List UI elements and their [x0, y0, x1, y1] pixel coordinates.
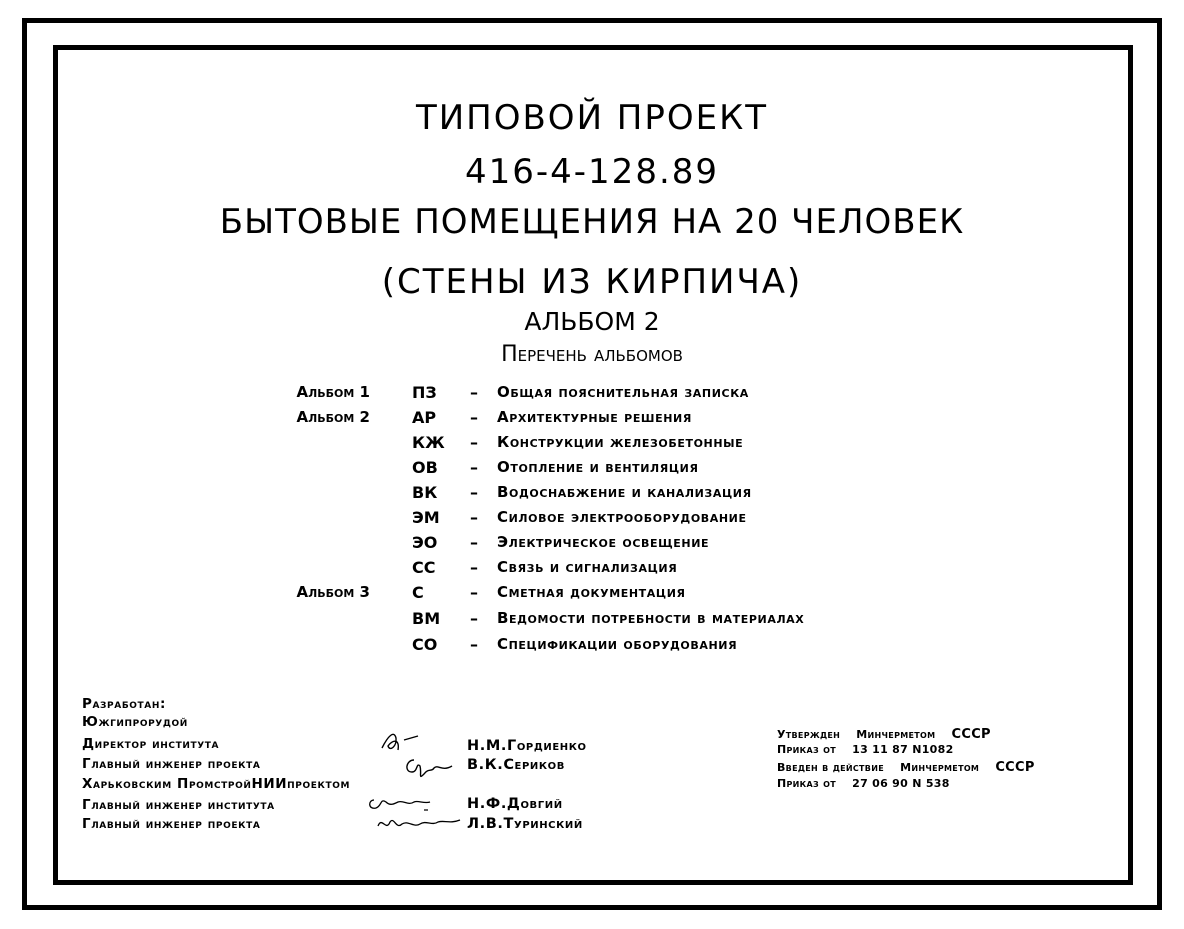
- list-item: [0, 433, 1184, 458]
- dash: –: [470, 458, 478, 477]
- list-item: [0, 383, 1184, 408]
- chief-engineer-project-name: В.К.Сериков: [467, 757, 565, 773]
- list-item: [0, 533, 1184, 558]
- signature-director: [378, 728, 438, 756]
- developed-by-label: Разработан:: [82, 696, 166, 712]
- list-item: [0, 583, 1184, 608]
- section-description: Силовое электрооборудование: [497, 508, 747, 526]
- dash: –: [470, 483, 478, 502]
- list-item: [0, 408, 1184, 433]
- chief-engineer-project-role: Главный инженер проекта: [82, 756, 261, 772]
- ussr-label-2: СССР: [995, 760, 1035, 775]
- list-item: [0, 558, 1184, 583]
- section-description: Спецификации оборудования: [497, 635, 738, 653]
- order-2-value: 27 06 90 N 538: [852, 777, 950, 790]
- dash: –: [470, 408, 478, 427]
- section-description: Ведомости потребности в материалах: [497, 609, 805, 627]
- list-item: [0, 458, 1184, 483]
- section-description: Архитектурные решения: [497, 408, 692, 426]
- director-name: Н.М.Гордиенко: [467, 738, 587, 754]
- section-description: Сметная документация: [497, 583, 686, 601]
- order-2-label: Приказ от: [777, 777, 836, 790]
- project-number: 416-4-128.89: [464, 152, 720, 192]
- section-description: Конструкции железобетонные: [497, 433, 744, 451]
- chief-engineer-institute-name: Н.Ф.Довгий: [467, 796, 563, 812]
- enacted-line: [777, 760, 1035, 776]
- section-description: Общая пояснительная записка: [497, 383, 749, 401]
- project-name: БЫТОВЫЕ ПОМЕЩЕНИЯ НА 20 ЧЕЛОВЕК: [219, 202, 965, 242]
- album-label: Альбом 1: [296, 383, 370, 401]
- dash: –: [470, 508, 478, 527]
- enacted-by: Минчерметом: [900, 761, 980, 774]
- album-number: АЛЬБОМ 2: [524, 307, 660, 336]
- section-description: Электрическое освещение: [497, 533, 710, 551]
- dash: –: [470, 609, 478, 628]
- signature-chief-engineer-project-2: [374, 812, 464, 836]
- order-1-line: [777, 743, 954, 759]
- section-description: Отопление и вентиляция: [497, 458, 699, 476]
- section-code: С: [412, 583, 424, 602]
- approved-label: Утвержден: [777, 728, 841, 741]
- approval-line: [777, 727, 991, 743]
- dash: –: [470, 533, 478, 552]
- ussr-label: СССР: [951, 727, 991, 742]
- project-subtitle: (СТЕНЫ ИЗ КИРПИЧА): [381, 262, 803, 302]
- album-label: Альбом 3: [296, 583, 370, 601]
- section-code: ЭО: [412, 533, 438, 552]
- section-code: ВК: [412, 483, 438, 502]
- dash: –: [470, 383, 478, 402]
- dash: –: [470, 558, 478, 577]
- chief-engineer-project-2-name: Л.В.Туринский: [467, 816, 583, 832]
- dash: –: [470, 635, 478, 654]
- chief-engineer-institute-role: Главный инженер института: [82, 797, 275, 813]
- order-1-label: Приказ от: [777, 743, 836, 756]
- order-1-value: 13 11 87 N1082: [852, 743, 954, 756]
- list-item: [0, 508, 1184, 533]
- chief-engineer-project-role-2: Главный инженер проекта: [82, 816, 261, 832]
- section-code: ЭМ: [412, 508, 440, 527]
- section-code: ВМ: [412, 609, 441, 628]
- signature-chief-engineer-1: [400, 754, 460, 780]
- section-code: ОВ: [412, 458, 438, 477]
- enacted-label: Введен в действие: [777, 761, 884, 774]
- section-code: КЖ: [412, 433, 445, 452]
- album-list-heading: Перечень альбомов: [501, 342, 683, 367]
- section-description: Водоснабжение и канализация: [497, 483, 752, 501]
- section-code: АР: [412, 408, 437, 427]
- section-code: СС: [412, 558, 436, 577]
- order-2-line: [777, 777, 950, 793]
- section-code: ПЗ: [412, 383, 437, 402]
- title-standard-project: ТИПОВОЙ ПРОЕКТ: [415, 98, 769, 138]
- organization-1: Южгипрорудой: [82, 714, 188, 730]
- section-description: Связь и сигнализация: [497, 558, 678, 576]
- organization-2: Харьковским ПромстройНИИпроектом: [82, 776, 350, 792]
- dash: –: [470, 583, 478, 602]
- section-code: СО: [412, 635, 438, 654]
- album-label: Альбом 2: [296, 408, 370, 426]
- director-role: Директор института: [82, 736, 220, 752]
- dash: –: [470, 433, 478, 452]
- list-item: [0, 635, 1184, 660]
- list-item: [0, 609, 1184, 634]
- approved-by: Минчерметом: [856, 728, 936, 741]
- list-item: [0, 483, 1184, 508]
